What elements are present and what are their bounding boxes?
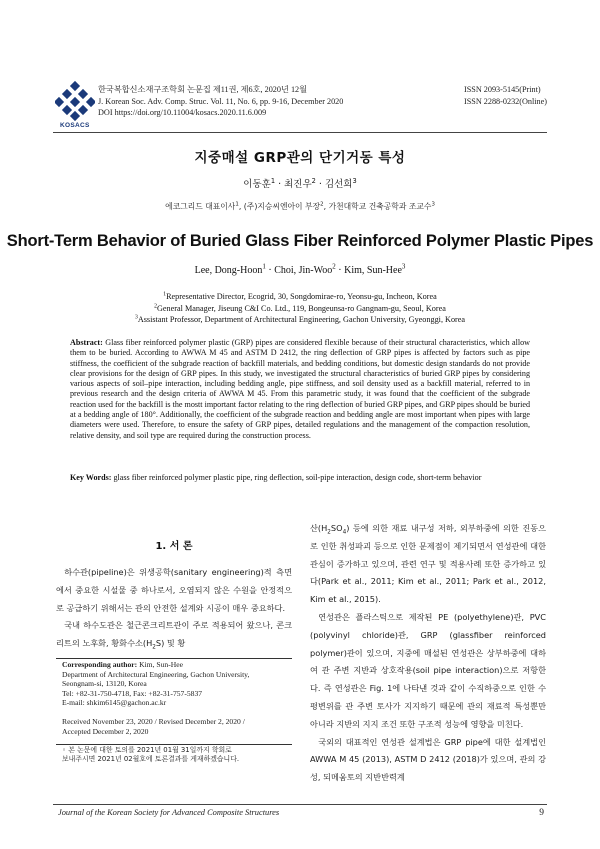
authors-en: Lee, Dong-Hoon$^1$ · Choi, Jin-Woo$^2$ · Kim, Sun-Hee$^3$: [194, 262, 406, 276]
journal-en: J. Korean Soc. Adv. Comp. Struc. Vol. 11, No. 6, pp. 9-16, December 2020: [98, 96, 344, 106]
right-column-body: [310, 520, 546, 787]
affiliations-en: [0, 291, 600, 326]
paragraph: 국외의 대표적인 연성관 설계법은 GRP pipe에 대한 설계법인 AWWA M 45 (2013), ASTM D 2412 (2018)가 있으며, 관의 강성, 되메움토의 지반반력계: [310, 736, 546, 783]
page-number: 9: [539, 808, 544, 818]
abstract-label: Abstract:: [70, 338, 103, 347]
paragraph: 산$(H_2SO_4)$ 등에 의한 재료 내구성 저하, 외부하중에 의한 진동으로 인한 취성파괴 등으로 인한 문제점이 제기되면서 연성관에 대한 관심이 증가하고 있으며, 관련 연구 및 적용사례 또한 증가하고 있다(Park et al., 2011; Kim et al., 2011; Park et al., 2012, Kim et al., 2015).: [310, 523, 546, 605]
affiliation-3: $^3$Assistant Professor, Department of Architectural Engineering, Gachon University, Gyeonggi, Korea: [134, 314, 466, 325]
keywords-label: Key Words:: [70, 473, 112, 482]
paragraph: 국내 하수도관은 철근콘크리트관이 주로 적용되어 왔으나, 콘크리트의 노후화, 황화수소$(H_2S)$ 및 황: [56, 620, 292, 651]
paragraph: 하수관(pipeline)은 위생공학(sanitary engineering)적 측면에서 중요한 시설물 중 하나로서, 오염되지 않은 수원을 안정적으로 공급하기 위해서는 관의 안전한 설계와 시공이 매우 중요하다.: [56, 567, 292, 613]
issn-print: ISSN 2093-5145(Print): [463, 85, 541, 94]
paper-title-kr: 지중매설 GRP관의 단기거동 특성: [194, 150, 406, 166]
authors-kr: 이동훈$^1$ · 최진우$^2$ · 김선희$^3$: [243, 176, 357, 190]
paragraph: 연성관은 플라스틱으로 제작된 PE (polyethylene)관, PVC (polyvinyl chloride)관, GRP (glassfiber reinforced polymer)관이 있으며, 지중에 매설된 연성관은 상부하중에 대하여 관 주변 지반과 상호작용(soil pipe interaction)으로 저항한다. 즉 연성관은 Fig. 1에 나타낸 것과 같이 수직하중으로 인한 수평변위를 관 주변 토사가 지지하기 때문에 관의 재료적 특성뿐만 아니라 지반의 지지 조건 또한 구조적 성능에 영향을 미친다.: [310, 611, 546, 729]
header-rule: [53, 132, 547, 133]
footer-rule: [53, 804, 547, 805]
email-link[interactable]: E-mail: shkim6145@gachon.ac.kr: [62, 698, 167, 708]
footer-journal: Journal of the Korean Society for Advanced Composite Structures: [58, 808, 280, 817]
affiliation-1: $^1$Representative Director, Ecogrid, 30, Songdomirae-ro, Yeonsu-gu, Incheon, Korea: [163, 291, 437, 301]
doi-link[interactable]: DOI https://doi.org/10.11004/kosacs.2020.11.6.009: [98, 108, 267, 118]
keywords: [70, 473, 540, 483]
section-title: 1. 서 론: [155, 541, 193, 552]
affiliation-2: $^2$General Manager, Jiseung C&I Co. Ltd., 119, Bongeunsa-ro Gangnam-gu, Seoul, Korea: [154, 302, 446, 313]
received-dates: Received November 23, 2020 / Revised December 2, 2020 / Accepted December 2, 2020: [62, 717, 245, 737]
abstract-text: Glass fiber reinforced polymer plastic (GRP) pipes are considered flexible because of their structural characteristics, which allow them to be buried. According to AWWA M 45 and ASTM D 2412, the ring deflection of GRP pipes is affected by factors such as pipe stiffness, the coefficient of the subgrade reaction of backfill materials, and bedding conditions, but domestic design standards do not provide clear provisions for the design of GRP pipes. In this study, we investigated the structural characteristics of buried GRP pipes by considering various aspects of soil–pipe interaction, including bedding angle, pipe stiffness, and soil density used as a backfill material, referred to in previous research and the design criteria of AWWA M 45. From this parametric study, it was found that the coefficient of the subgrade reaction used for the backfill is the mostt important factor relating to the ring deflection of buried GRP pipes, and GRP pipes should be buried at a bedding angle of 180°. Additionally, the coefficient of the subgrade reaction and bedding angle are most important when pipes with large diameters were used. Therefore, to ensure the safety of GRP pipes, detailed regulations and the management of the compaction resolution, relative density, and soil type are required during the construction process.: [70, 338, 530, 440]
issn-online: ISSN 2288-0232(Online): [463, 96, 547, 106]
footnote-rule: [56, 658, 292, 659]
paper-title-en: Short-Term Behavior of Buried Glass Fiber Reinforced Polymer Plastic Pipes: [6, 232, 594, 250]
journal-logo-icon: [55, 80, 95, 124]
journal-info: [98, 84, 343, 119]
logo-text: KOSACS: [60, 122, 90, 129]
keywords-text: glass fiber reinforced polymer plastic pipe, ring deflection, soil-pipe interaction, design code, short-term behavior: [111, 473, 482, 482]
note-rule: [56, 744, 292, 745]
corresponding-author: Corresponding author: Kim, Sun-Hee Department of Architectural Engineering, Gachon University, Seongnam-si, 13120, Korea Tel: +82-31-750-4718, Fax: +82-31-757-5837 E-mail: shkim6145@gachon.ac.kr: [62, 660, 294, 708]
abstract: [70, 338, 530, 441]
issn-info: [464, 84, 547, 107]
left-column-body: [56, 564, 292, 653]
discussion-note: ◦ 본 논문에 대한 토의를 2021년 01월 31일까지 학회로 보내주시면 2021년 02월호에 토론결과를 게재하겠습니다.: [62, 746, 240, 764]
journal-kr: 한국복합신소재구조학회 논문집 제11권, 제6호, 2020년 12월: [98, 85, 308, 94]
affiliations-kr: 에코그리드 대표이사$^1$, (주)지승씨엔아이 부장$^2$, 가천대학교 건축공학과 조교수$^3$: [165, 201, 435, 211]
